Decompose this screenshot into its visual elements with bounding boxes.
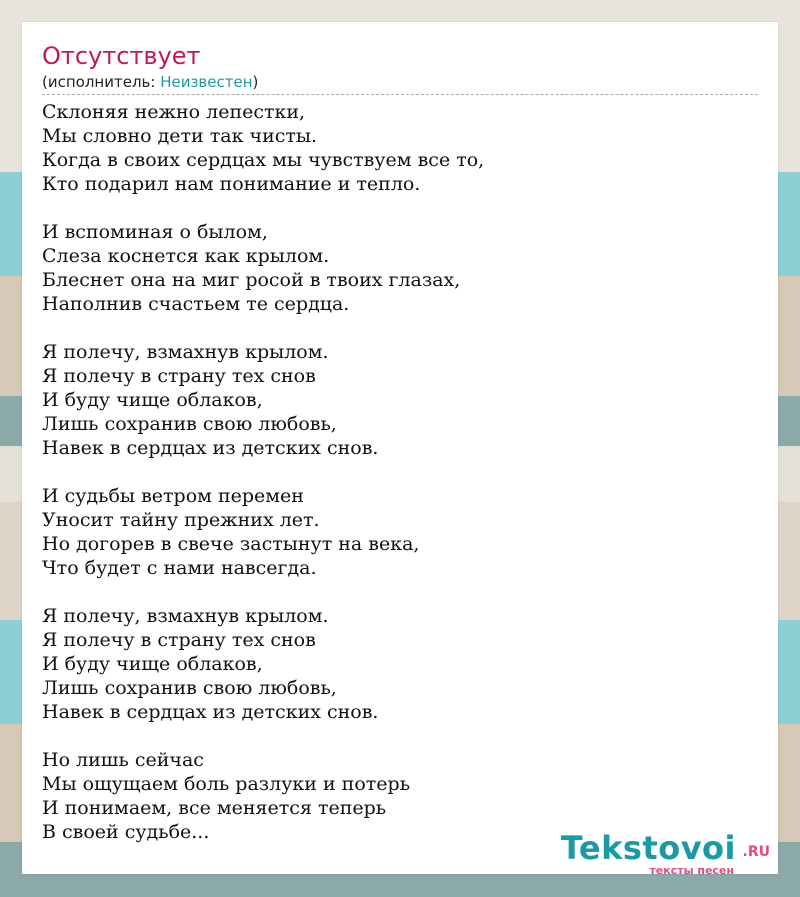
stanza [42,100,758,196]
lyric-line: И буду чище облаков, [42,653,263,675]
lyric-line: Блеснет она на миг росой в твоих глазах, [42,269,461,291]
stanza-gap [42,460,758,484]
lyric-line: И понимаем, все меняется теперь [42,797,387,819]
lyric-line: Но лишь сейчас [42,749,204,771]
logo-tagline: тексты песен [649,864,734,877]
lyric-line: Я полечу в страну тех снов [42,365,316,387]
artist-prefix: (исполнитель: [42,73,161,91]
stanza [42,220,758,316]
logo-wordmark: Tekstovoi [560,829,736,867]
lyric-line: Навек в сердцах из детских снов. [42,701,379,723]
logo-tld: .RU [742,844,770,860]
lyric-line: Лишь сохранив свою любовь, [42,413,337,435]
stanza-gap [42,580,758,604]
lyrics-card [22,22,778,877]
lyric-line: Навек в сердцах из детских снов. [42,437,379,459]
lyrics-text [42,100,758,844]
site-logo[interactable] [540,829,770,877]
stanza-gap [42,196,758,220]
artist-line [42,72,758,95]
lyric-line: Я полечу, взмахнув крылом. [42,341,329,363]
lyric-line: Кто подарил нам понимание и тепло. [42,173,421,195]
lyric-line: Что будет с нами навсегда. [42,557,317,579]
lyric-line: Лишь сохранив свою любовь, [42,677,337,699]
lyric-line: Слеза коснется как крылом. [42,245,330,267]
lyric-line: Склоняя нежно лепестки, [42,101,306,123]
stanza-gap [42,724,758,748]
lyric-line: Я полечу, взмахнув крылом. [42,605,329,627]
lyric-line: Я полечу в страну тех снов [42,629,316,651]
song-header [42,40,758,95]
stanza [42,604,758,724]
lyric-line: Мы ощущаем боль разлуки и потерь [42,773,411,795]
lyric-line: Но догорев в свече застынут на века, [42,533,420,555]
lyric-line: В своей судьбе... [42,821,210,843]
lyric-line: И вспоминая о былом, [42,221,268,243]
artist-link[interactable]: Неизвестен [160,73,253,91]
stanza [42,340,758,460]
song-title: Отсутствует [42,42,201,70]
lyric-line: Наполнив счастьем те сердца. [42,293,350,315]
stanza [42,484,758,580]
artist-suffix: ) [252,73,259,91]
lyric-line: Когда в своих сердцах мы чувствуем все то, [42,149,485,171]
lyric-line: И буду чище облаков, [42,389,263,411]
lyric-line: И судьбы ветром перемен [42,485,304,507]
lyric-line: Мы словно дети так чисты. [42,125,318,147]
lyric-line: Уносит тайну прежних лет. [42,509,320,531]
stanza-gap [42,316,758,340]
